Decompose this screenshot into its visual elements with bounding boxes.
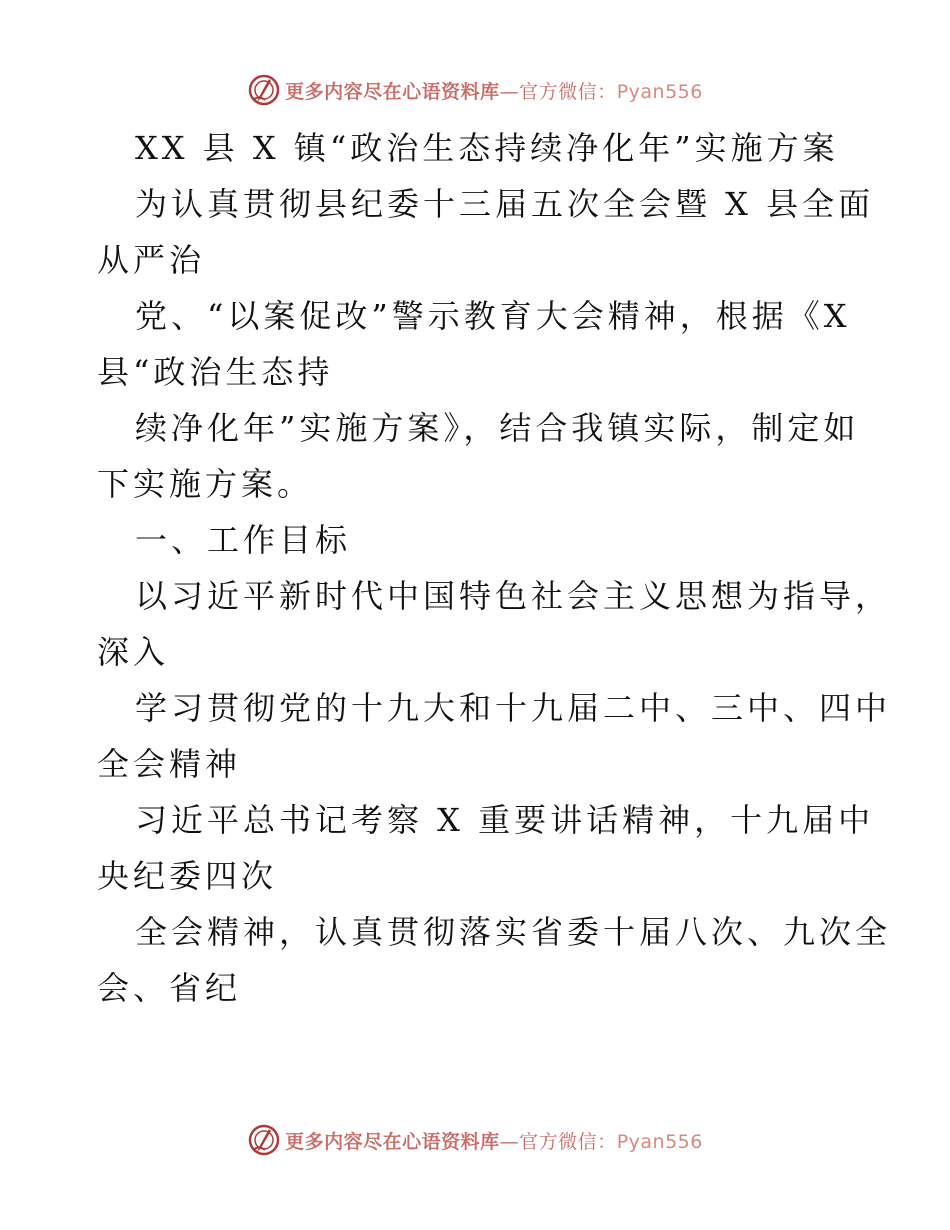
watermark-dash: —: [499, 1130, 520, 1153]
watermark-text: [285, 1127, 703, 1154]
paragraph-line: 续净化年”实施方案》，结合我镇实际，制定如: [135, 409, 860, 447]
paragraph-line: 党、“以案促改”警示教育大会精神，根据《X: [135, 297, 851, 335]
watermark-brand: 更多内容尽在心语资料库: [285, 80, 500, 103]
paragraph-line: 深入: [97, 633, 170, 671]
paragraph-line: 为认真贯彻县纪委十三届五次全会暨 X 县全面: [135, 185, 875, 223]
paragraph-line: 以习近平新时代中国特色社会主义思想为指导，: [135, 577, 892, 615]
paragraph-line: 全会精神，认真贯彻落实省委十届八次、九次全: [135, 913, 892, 951]
watermark-brand: 更多内容尽在心语资料库: [285, 1130, 500, 1153]
paragraph-line: 从严治: [97, 241, 206, 279]
watermark-wechat-id: Pyan556: [616, 1130, 703, 1153]
paragraph-line: 央纪委四次: [97, 857, 278, 895]
watermark-dash: —: [499, 80, 520, 103]
watermark-wechat-label: 官方微信：: [519, 80, 617, 103]
paragraph-line: 县“政治生态持: [97, 353, 334, 391]
document-body: [97, 120, 892, 1016]
footer-watermark-banner: [0, 1120, 950, 1160]
header-watermark-banner: [0, 70, 950, 110]
watermark-text: [285, 77, 703, 104]
section-heading: 一、工作目标: [135, 521, 352, 559]
document-title: XX 县 X 镇“政治生态持续净化年”实施方案: [135, 129, 839, 167]
pen-logo-icon: [247, 73, 281, 107]
watermark-wechat-label: 官方微信：: [519, 1130, 617, 1153]
paragraph-line: 会、省纪: [97, 969, 242, 1007]
paragraph-line: 全会精神: [97, 745, 242, 783]
pen-logo-icon: [247, 1123, 281, 1157]
paragraph-line: 习近平总书记考察 X 重要讲话精神，十九届中: [135, 801, 875, 839]
paragraph-line: 下实施方案。: [97, 465, 314, 503]
paragraph-line: 学习贯彻党的十九大和十九届二中、三中、四中: [135, 689, 892, 727]
watermark-wechat-id: Pyan556: [616, 80, 703, 103]
